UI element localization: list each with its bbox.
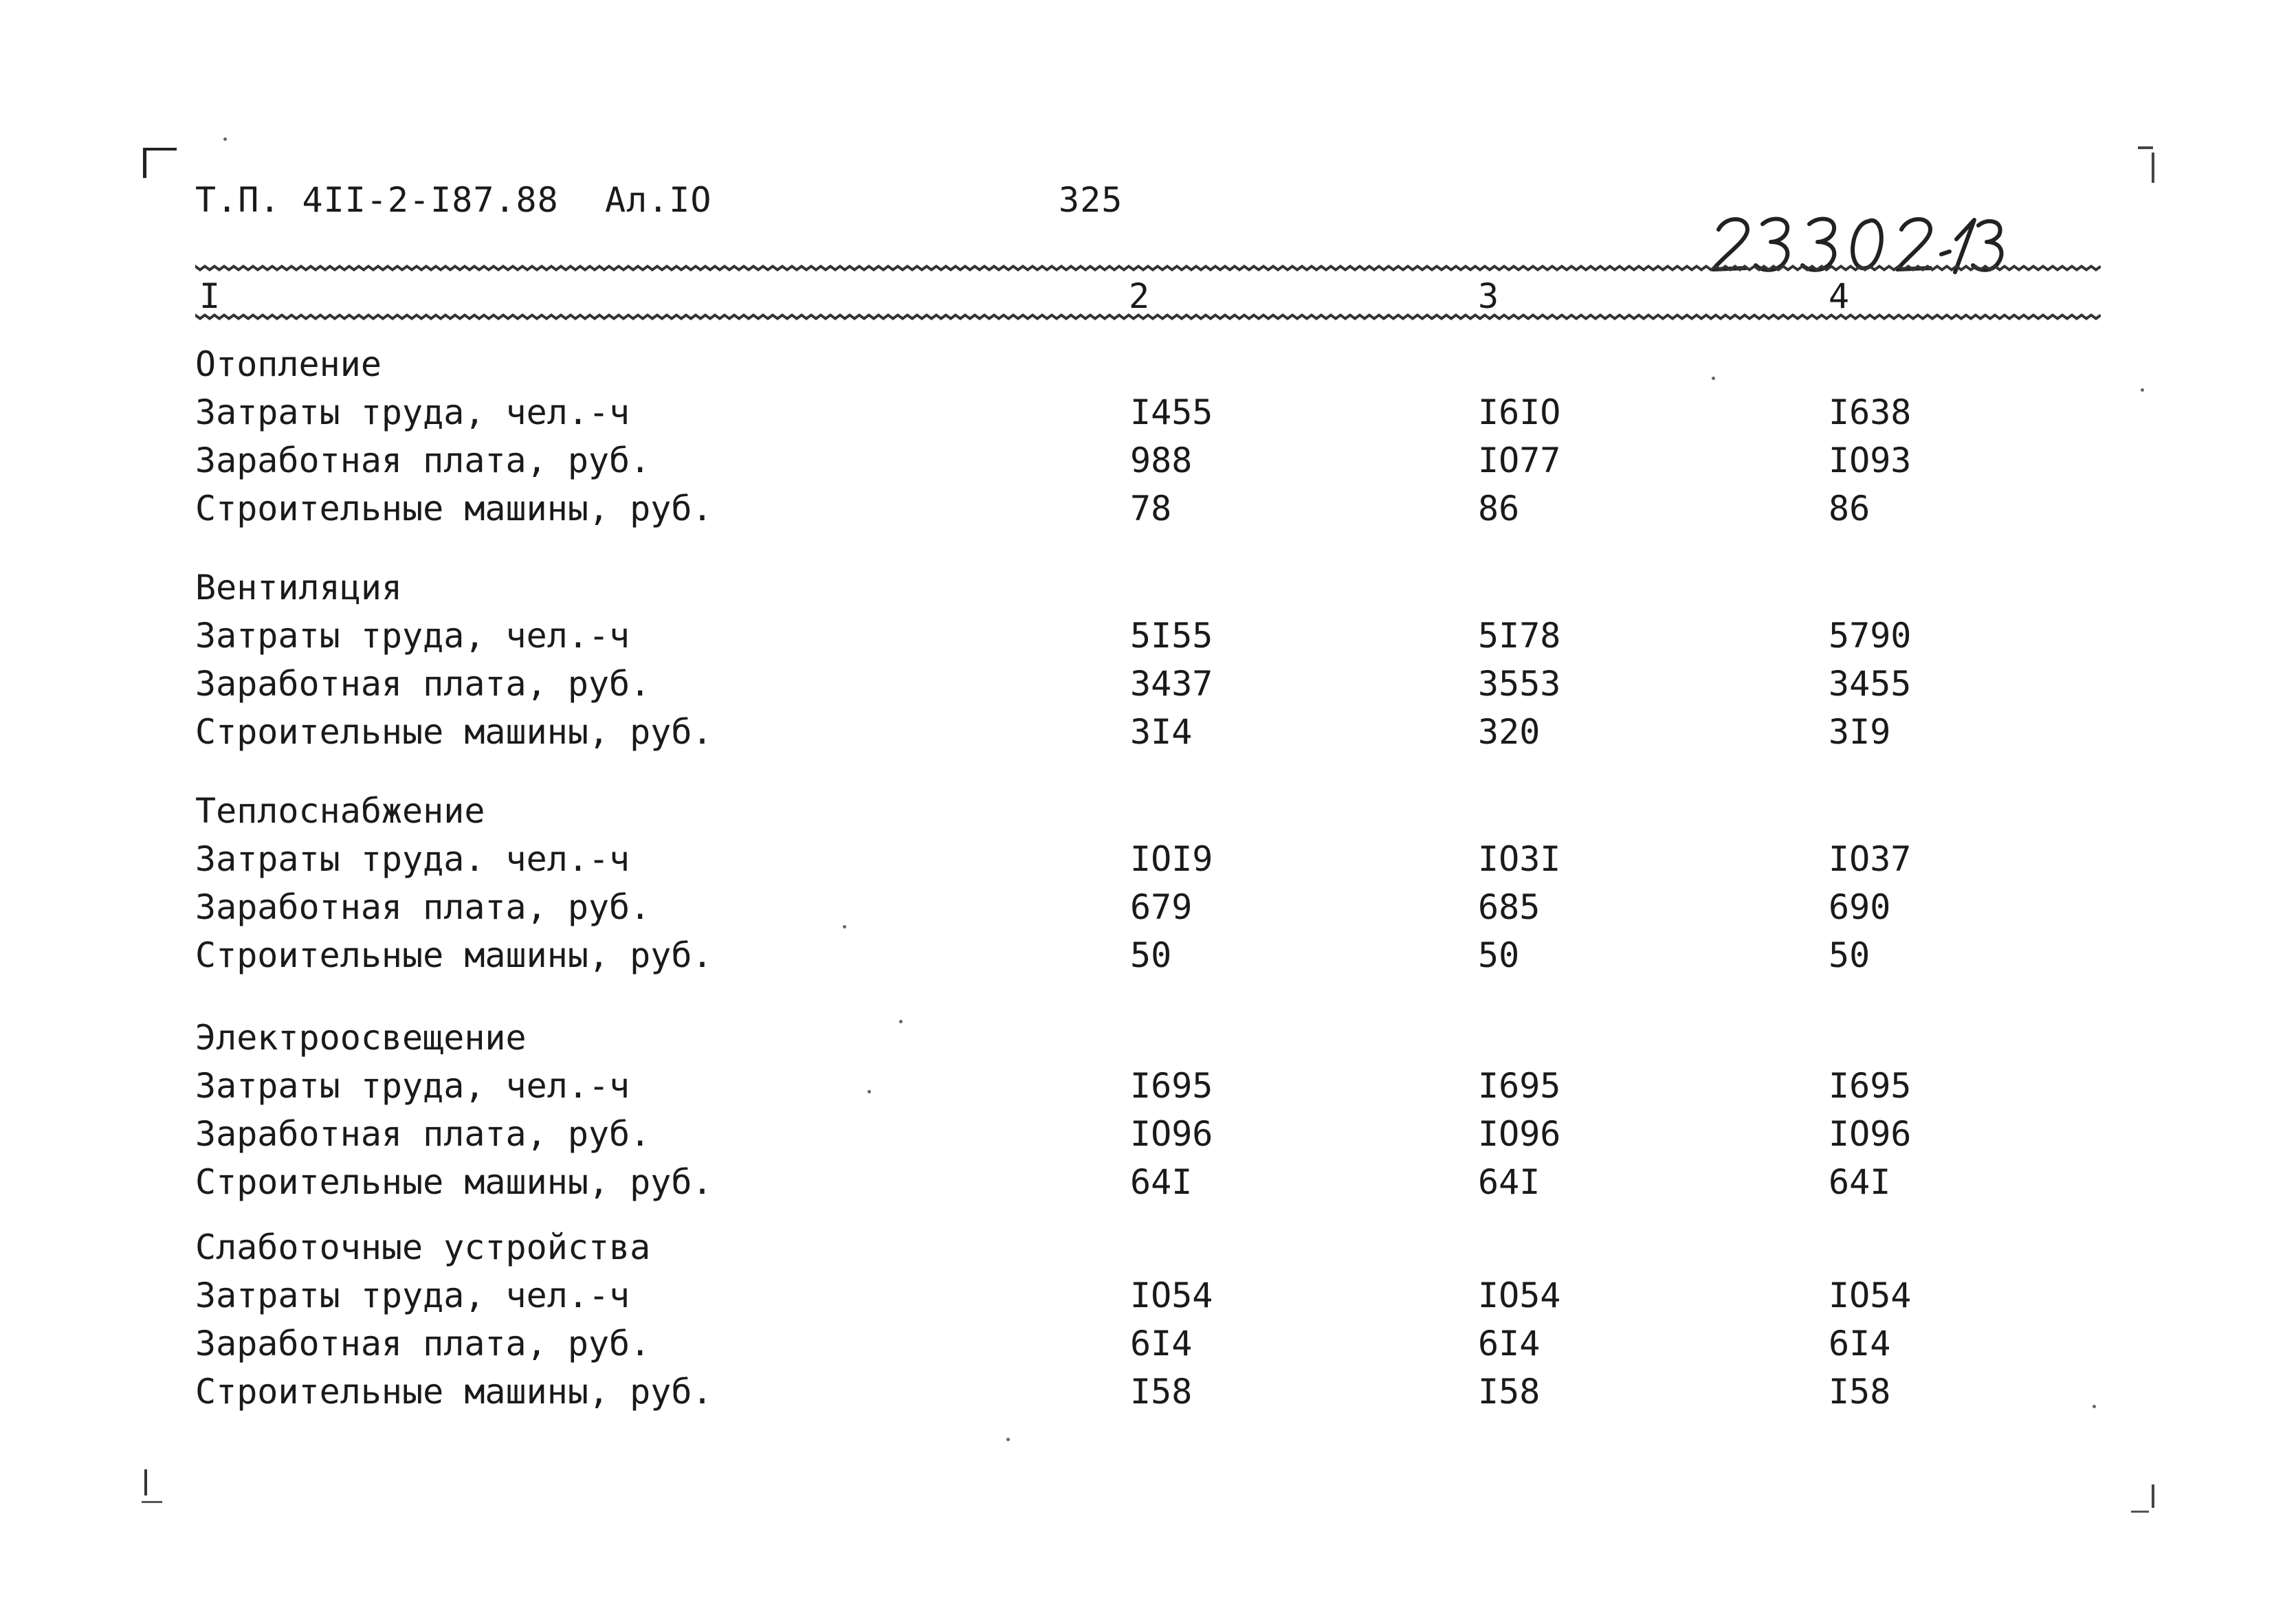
corner-mark-top-right bbox=[2138, 146, 2153, 149]
row-value-col2: 988 bbox=[1130, 441, 1193, 480]
row-value-col3: IO77 bbox=[1478, 441, 1561, 480]
row-label: Строительные машины, руб. bbox=[195, 1162, 713, 1202]
row-label: Затраты труда, чел.-ч bbox=[195, 1276, 630, 1315]
row-value-col4: IO93 bbox=[1829, 441, 1912, 480]
wavy-rule-top bbox=[195, 263, 2101, 274]
row-label: Строительные машины, руб. bbox=[195, 712, 713, 752]
corner-mark-bottom-left-base bbox=[142, 1501, 162, 1503]
row-value-col2: 3437 bbox=[1130, 664, 1213, 704]
row-value-col4: 3455 bbox=[1829, 664, 1912, 704]
row-value-col2: IO54 bbox=[1130, 1276, 1213, 1315]
row-value-col2: 679 bbox=[1130, 887, 1193, 927]
scan-speck bbox=[868, 1090, 871, 1093]
row-value-col4: IO96 bbox=[1829, 1114, 1912, 1154]
row-value-col2: IO96 bbox=[1130, 1114, 1213, 1154]
row-label: Затраты труда, чел.-ч bbox=[195, 392, 630, 432]
scan-speck bbox=[1006, 1438, 1010, 1441]
row-value-col3: 50 bbox=[1478, 935, 1520, 975]
column-number-1: I bbox=[199, 276, 221, 316]
row-value-col3: 320 bbox=[1478, 712, 1541, 752]
row-value-col3: I58 bbox=[1478, 1372, 1541, 1412]
row-value-col2: IOI9 bbox=[1130, 839, 1213, 879]
section-title: Электроосвещение bbox=[195, 1018, 527, 1058]
scan-speck bbox=[1712, 377, 1715, 380]
row-value-col3: I695 bbox=[1478, 1066, 1561, 1106]
corner-mark-bottom-left bbox=[144, 1469, 147, 1495]
row-label: Строительные машины, руб. bbox=[195, 1372, 713, 1412]
corner-mark-bottom-right-base bbox=[2131, 1511, 2149, 1513]
row-label: Затраты труда. чел.-ч bbox=[195, 839, 630, 879]
row-value-col2: 64I bbox=[1130, 1162, 1193, 1202]
row-value-col3: 685 bbox=[1478, 887, 1541, 927]
scan-speck bbox=[223, 137, 227, 141]
row-value-col4: I695 bbox=[1829, 1066, 1912, 1106]
row-value-col2: 3I4 bbox=[1130, 712, 1193, 752]
album-label: Ал.IO bbox=[605, 180, 712, 220]
row-value-col4: 86 bbox=[1829, 489, 1870, 529]
scan-speck bbox=[2141, 388, 2144, 392]
scan-speck bbox=[843, 925, 846, 928]
scan-speck bbox=[2093, 1405, 2096, 1408]
row-value-col4: 3I9 bbox=[1829, 712, 1891, 752]
row-value-col3: 86 bbox=[1478, 489, 1520, 529]
row-value-col3: IO96 bbox=[1478, 1114, 1561, 1154]
corner-mark-bottom-right bbox=[2152, 1484, 2154, 1508]
row-label: Строительные машины, руб. bbox=[195, 489, 713, 529]
corner-mark-top-right-stem bbox=[2152, 153, 2154, 183]
handwritten-number-text bbox=[1705, 206, 2007, 348]
row-value-col2: I455 bbox=[1130, 392, 1213, 432]
row-value-col4: IO54 bbox=[1829, 1276, 1912, 1315]
row-value-col3: 64I bbox=[1478, 1162, 1541, 1202]
row-value-col4: 6I4 bbox=[1829, 1324, 1891, 1364]
page-number: 325 bbox=[1059, 180, 1123, 220]
row-value-col4: 50 bbox=[1829, 935, 1870, 975]
row-value-col4: I58 bbox=[1829, 1372, 1891, 1412]
row-value-col2: 50 bbox=[1130, 935, 1172, 975]
row-value-col4: I638 bbox=[1829, 392, 1912, 432]
scan-speck bbox=[899, 1020, 903, 1023]
row-value-col4: 690 bbox=[1829, 887, 1891, 927]
row-label: Заработная плата, руб. bbox=[195, 887, 651, 927]
column-number-4: 4 bbox=[1829, 276, 1850, 316]
row-value-col4: 64I bbox=[1829, 1162, 1891, 1202]
corner-mark-top-left bbox=[143, 148, 177, 178]
row-label: Затраты труда, чел.-ч bbox=[195, 616, 630, 656]
row-value-col2: 5I55 bbox=[1130, 616, 1213, 656]
row-label: Заработная плата, руб. bbox=[195, 1324, 651, 1364]
row-value-col4: 5790 bbox=[1829, 616, 1912, 656]
row-value-col3: 6I4 bbox=[1478, 1324, 1541, 1364]
section-title: Слаботочные устройства bbox=[195, 1227, 651, 1267]
row-label: Затраты труда, чел.-ч bbox=[195, 1066, 630, 1106]
row-label: Заработная плата, руб. bbox=[195, 664, 651, 704]
row-label: Заработная плата, руб. bbox=[195, 1114, 651, 1154]
row-value-col2: 78 bbox=[1130, 489, 1172, 529]
table-top-rule bbox=[195, 263, 2101, 274]
row-value-col2: I695 bbox=[1130, 1066, 1213, 1106]
section-title: Вентиляция bbox=[195, 568, 403, 608]
column-number-2: 2 bbox=[1129, 276, 1150, 316]
row-label: Строительные машины, руб. bbox=[195, 935, 713, 975]
row-value-col2: 6I4 bbox=[1130, 1324, 1193, 1364]
section-title: Отопление bbox=[195, 344, 382, 384]
row-value-col3: 5I78 bbox=[1478, 616, 1561, 656]
row-value-col3: IO3I bbox=[1478, 839, 1561, 879]
document-code: Т.П. 4II-2-I87.88 bbox=[195, 180, 559, 220]
row-value-col4: IO37 bbox=[1829, 839, 1912, 879]
section-title: Теплоснабжение bbox=[195, 791, 485, 831]
row-value-col3: IO54 bbox=[1478, 1276, 1561, 1315]
column-number-3: 3 bbox=[1478, 276, 1499, 316]
row-value-col2: I58 bbox=[1130, 1372, 1193, 1412]
row-label: Заработная плата, руб. bbox=[195, 441, 651, 480]
row-value-col3: 3553 bbox=[1478, 664, 1561, 704]
row-value-col3: I6IO bbox=[1478, 392, 1561, 432]
